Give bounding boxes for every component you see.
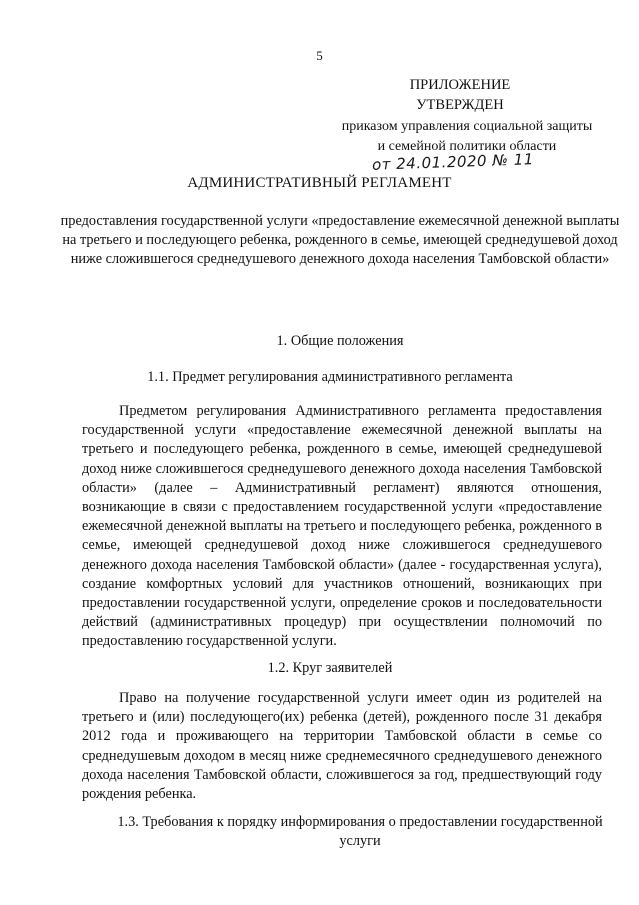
section-1-2-paragraph: Право на получение государственной услуги имеет один из родителей на третьего и (или) последующего(их) ребенка (детей), рожденного после 31 декабря 2012 года и проживающего на территории Тамбовской области в семье со среднедушевым доходом в месяц ниже среднемесячного среднедушевого денежного дохода населения Тамбовской области, сложившегося за год, предшествующий году рождения ребенка. [82, 690, 602, 803]
handwritten-date: от 24.01.2020 № 11 [371, 150, 535, 174]
section-1-heading: 1. Общие положения [276, 333, 404, 349]
section-1-1-paragraph: Предметом регулирования Административного регламента предоставления государственной услуги «предоставление ежемесячной денежной выплаты на третьего и последующего ребенка, рожденного в семье, имеющей среднедушевой доход ниже сложившегося среднедушевого денежного дохода населения Тамбовской области» (далее – Административный регламент) являются отношения, возникающие в связи с предоставлением государственной услуги «предоставление ежемесячной денежной выплаты на третьего и последующего ребенка, рожденного в семье, имеющей среднедушевой доход ниже сложившегося среднедушевого денежного дохода населения Тамбовской области» (далее - государственная услуга), создание комфортных условий для участников отношений, возникающих при предоставлении государственной услуги, определение сроков и последовательности действий (административных процедур) при осуществлении полномочий по предоставлению государственной услуги. [82, 403, 602, 650]
order-line-1: приказом управления социальной защиты [341, 119, 593, 134]
section-1-2-heading: 1.2. Круг заявителей [267, 660, 393, 676]
document-title: АДМИНИСТРАТИВНЫЙ РЕГЛАМЕНТ [187, 175, 452, 191]
section-1-3-heading: 1.3. Требования к порядку информирования о предоставлении государственной услуги [117, 814, 603, 849]
order-line-2: и семейной политики области [377, 139, 557, 154]
document-subtitle: предоставления государственной услуги «предоставление ежемесячной денежной выплаты на третьего и последующего ребенка, рожденного в семье, имеющей среднедушевой доход ниже сложившегося среднедушевого денежного дохода населения Тамбовской области» [60, 213, 620, 267]
page-number: 5 [316, 48, 323, 63]
approved-label: УТВЕРЖДЕН [416, 97, 504, 113]
appendix-label: ПРИЛОЖЕНИЕ [409, 77, 511, 93]
section-1-1-heading: 1.1. Предмет регулирования административного регламента [147, 369, 513, 385]
approval-order [322, 117, 612, 157]
